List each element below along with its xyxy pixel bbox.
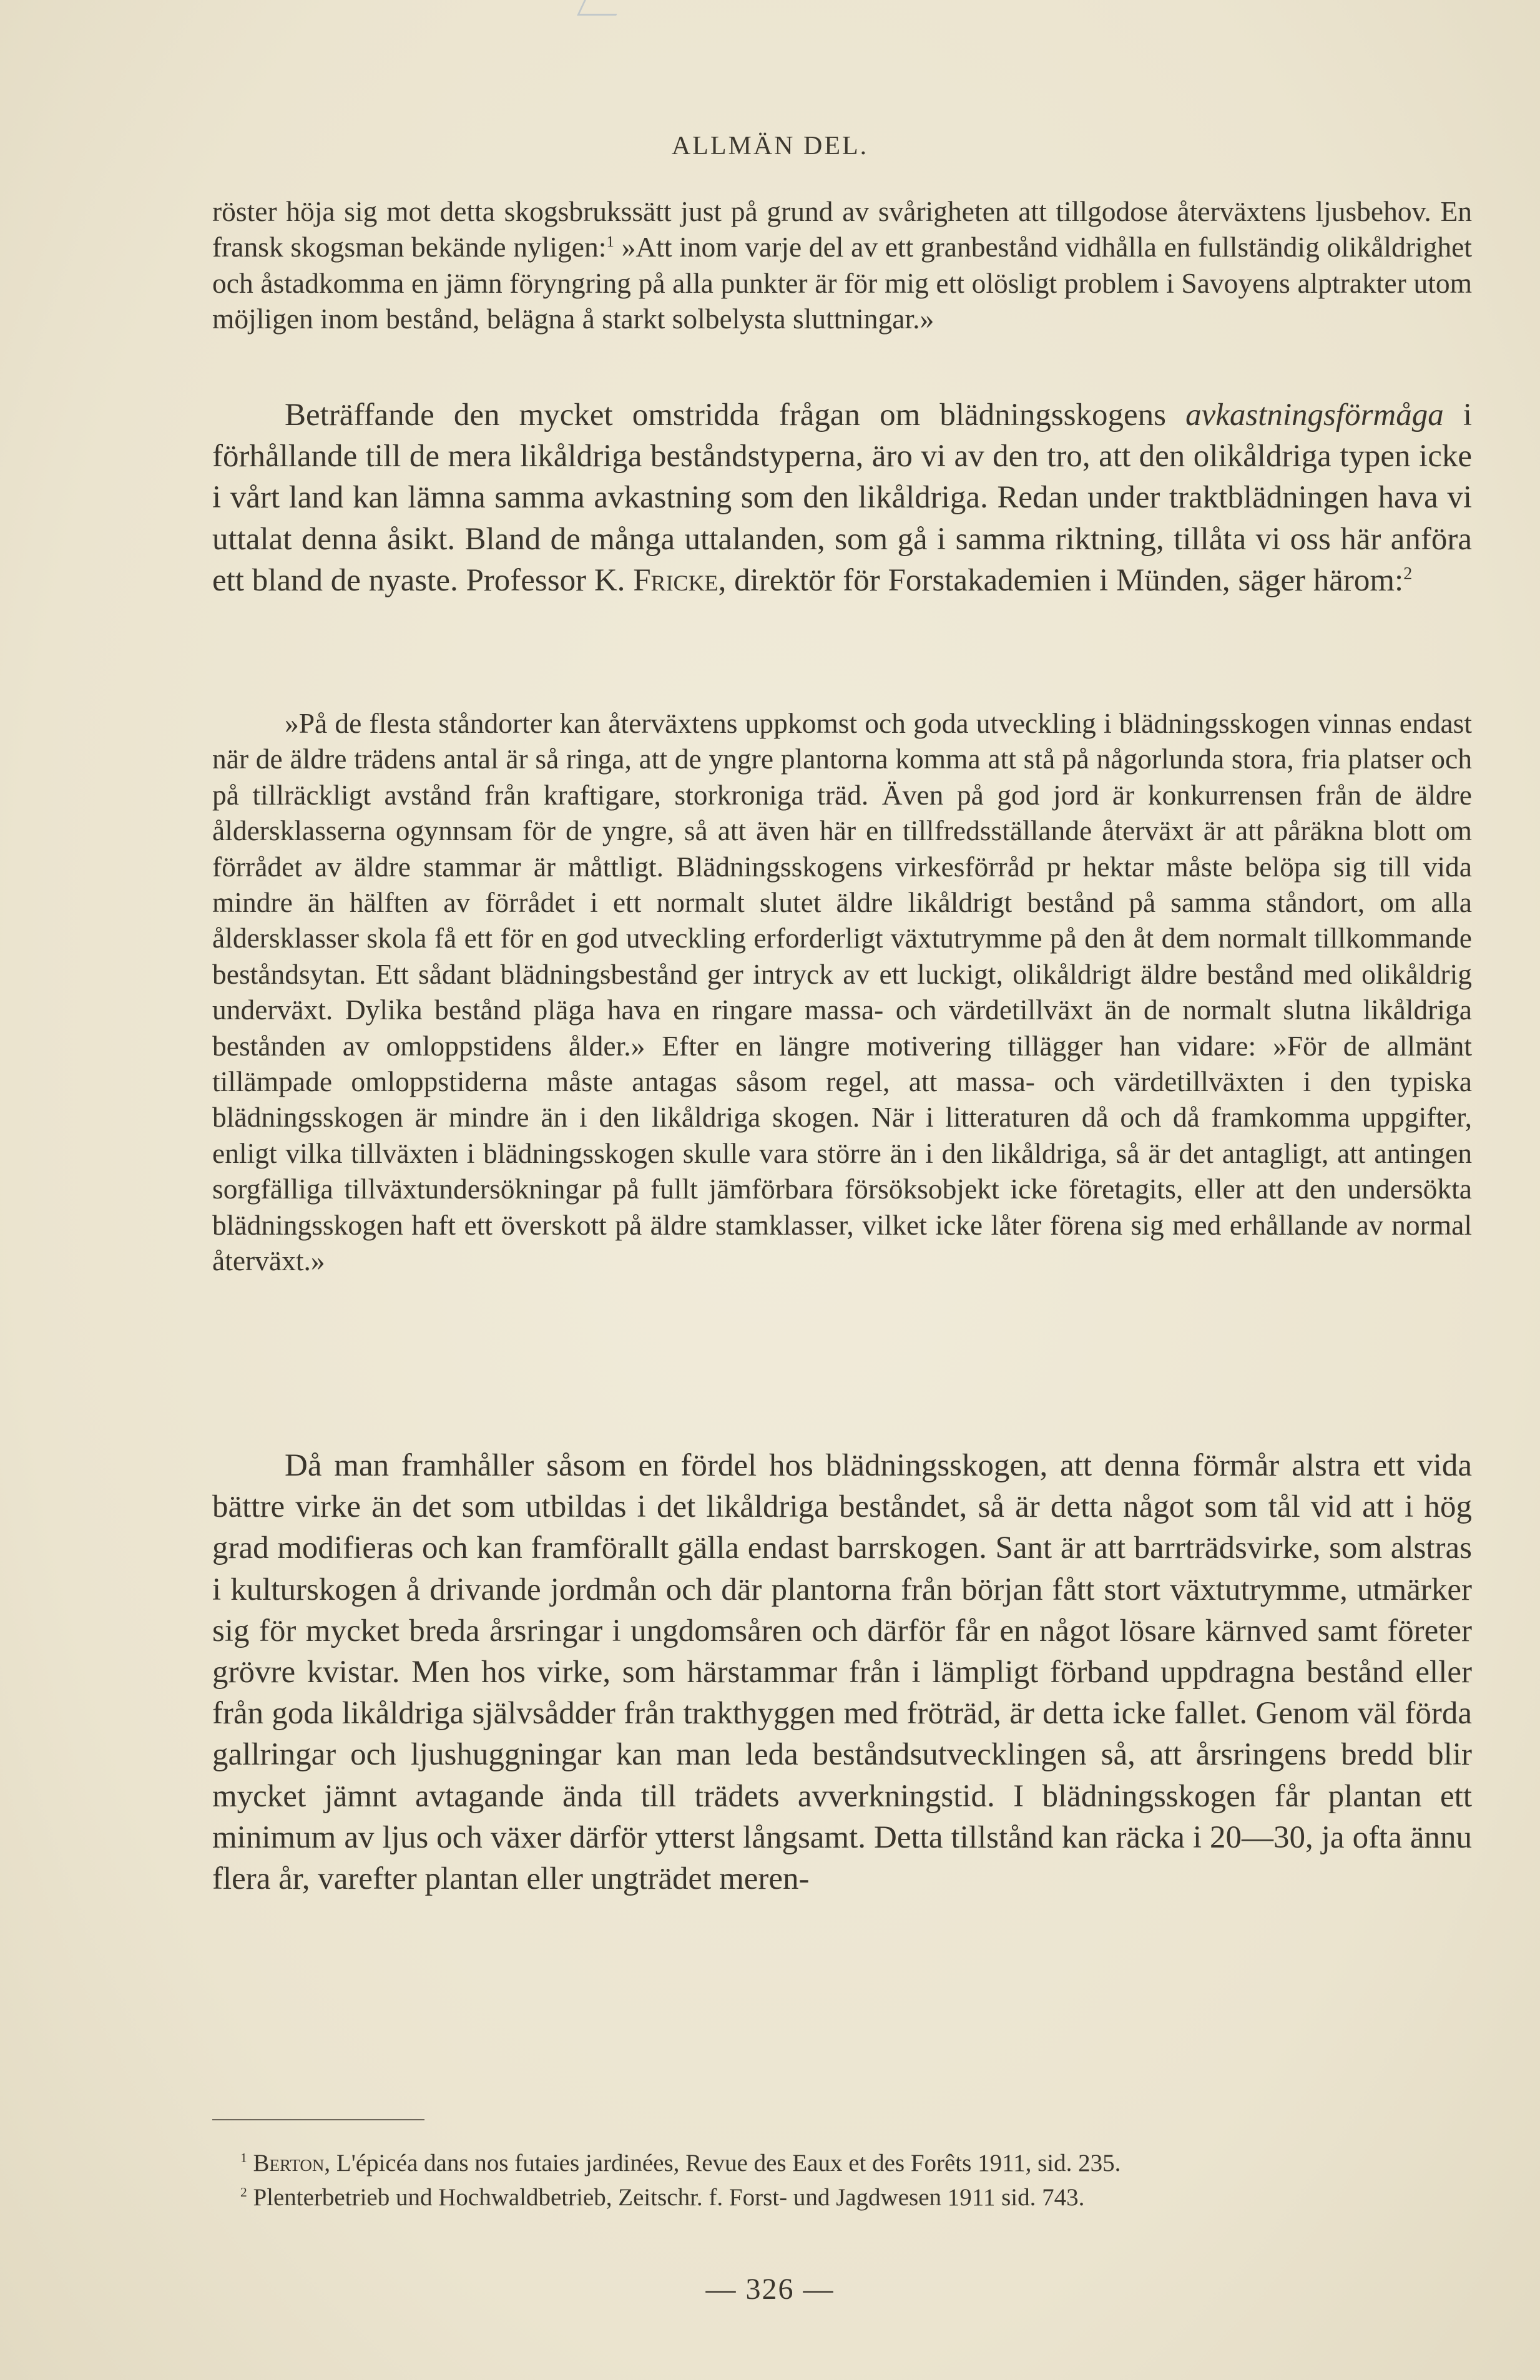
paragraph-text: Då man framhåller såsom en fördel hos blädningsskogen, att denna förmår alstra ett vida bättre virke än det som utbildas i det likåldriga beståndet, så är detta något som tål vid att i hög grad modifieras och kan framförallt gälla endast barrskogen. Sant är att barrträdsvirke, som alstras i kulturskogen å drivande jordmån och där plantorna från början fått stort växtutrymme, utmärker sig för mycket breda årsringar i ungdomsåren och därför får en något lösare kärnved samt företer grövre kvistar. Men hos virke, som härstammar från i lämpligt förband uppdragna bestånd eller från goda likåldriga självsådder från trakthyggen med fröträd, är detta icke fallet. Genom väl förda gallringar och ljushuggningar kan man leda beståndsutvecklingen så, att årsringens bredd blir mycket jämnt avtagande ända till trädets avverkningstid. I blädningsskogen får plantan ett minimum av ljus och växer därför ytterst långsamt. Detta tillstånd kan räcka i 20—30, ja ofta ännu flera år, varefter plantan eller ungträdet meren- — [212, 1448, 1472, 1897]
footnote-number: 2 — [240, 2185, 247, 2200]
block-quote — [212, 705, 1472, 1279]
footnote-text: Plenterbetrieb und Hochwaldbetrieb, Zeitschr. f. Forst- und Jagdwesen 1911 sid. 743. — [253, 2184, 1085, 2211]
paragraph-text: , direktör för Forstakademien i Münden, säger härom: — [718, 562, 1404, 598]
paragraph-text: »Att inom varje del av ett granbestånd vidhålla en fullständig olikåldrighet och åstadkomma en jämn föryngring på alla punkter är för mig ett olösligt problem i Savoyens alptrakter utom möjligen inom bestånd, belägna å starkt solbelysta sluttningar.» — [212, 231, 1472, 335]
running-head: ALLMÄN DEL. — [671, 132, 869, 160]
emphasis-term: avkastningsförmåga — [1185, 398, 1444, 433]
footnotes — [240, 2146, 1476, 2215]
paragraph-quality — [212, 1445, 1472, 1899]
page-number: — 326 — — [705, 2273, 835, 2306]
footnote-divider — [212, 2119, 424, 2120]
footnote-2 — [240, 2180, 1476, 2215]
footnote-text: , L'épicéa dans nos futaies jardinées, Revue des Eaux et des Forêts 1911, sid. 235. — [324, 2150, 1121, 2177]
footnote-ref[interactable]: 1 — [606, 233, 614, 251]
page-corner-mark — [577, 0, 624, 16]
footnote-ref[interactable]: 2 — [1403, 564, 1413, 584]
paragraph-continuation — [212, 193, 1472, 337]
footnote-1 — [240, 2146, 1476, 2180]
footnote-number: 1 — [240, 2150, 247, 2165]
author-name: Fricke — [633, 562, 719, 598]
paragraph-yield — [212, 394, 1472, 601]
footnote-author: Berton — [253, 2150, 325, 2177]
quote-text: »På de flesta ståndorter kan återväxtens uppkomst och goda utveckling i blädningsskogen vinnas endast när de äldre trädens antal är så ringa, att de yngre plantorna komma att stå på någorlunda stora, fria platser och på tillräckligt avstånd från kraftigare, storkroniga träd. Även på god jord är konkurrensen från de äldre åldersklasserna ogynnsam för de yngre, så att även här en tillfredsställande återväxt är att påräkna blott om förrådet av äldre stammar är måttligt. Blädningsskogens virkesförråd pr hektar måste belöpa sig till vida mindre än hälften av förrådet i ett normalt slutet äldre likåldrigt bestånd på samma ståndort, om alla åldersklasser skola få ett för en god utveckling erforderligt växtutrymme på den åt dem normalt tillkommande beståndsytan. Ett sådant blädningsbestånd ger intryck av ett luckigt, olikåldrigt äldre bestånd med olikåldrig underväxt. Dylika bestånd pläga hava en ringare massa- och värdetillväxt än de normalt slutna likåldriga bestånden av omloppstidens ålder.» Efter en längre motivering tillägger han vidare: »För de allmänt tillämpade omloppstiderna måste antagas såsom regel, att massa- och värdetillväxten i den typiska blädningsskogen är mindre än i den likåldriga skogen. När i litteraturen då och då framkomma uppgifter, enligt vilka tillväxten i blädningsskogen skulle vara större än i den likåldriga, så är det antagligt, att antingen sorgfälliga tillväxtundersökningar på fullt jämförbara försöksobjekt icke företagits, eller att den undersökta blädningsskogen haft ett överskott på äldre stamklasser, vilket icke låter förena sig med erhållande av normal återväxt.» — [212, 707, 1472, 1277]
paragraph-text: röster höja sig mot detta skogsbrukssätt just på grund av svårigheten att tillgodose återväxtens ljusbehov. En fransk skogsman bekände nyligen: — [212, 195, 1472, 263]
paragraph-text: i förhållande till de mera likåldriga beståndstyperna, äro vi av den tro, att den olikåldriga typen icke i vårt land kan lämna samma avkastning som den likåldriga. Redan under traktblädningen hava vi uttalat denna åsikt. Bland de många uttalanden, som gå i samma riktning, tillåta vi oss här anföra ett bland de nyaste. Professor K. — [212, 398, 1472, 598]
paragraph-text: Beträffande den mycket omstridda frågan om blädningsskogens — [285, 398, 1186, 433]
